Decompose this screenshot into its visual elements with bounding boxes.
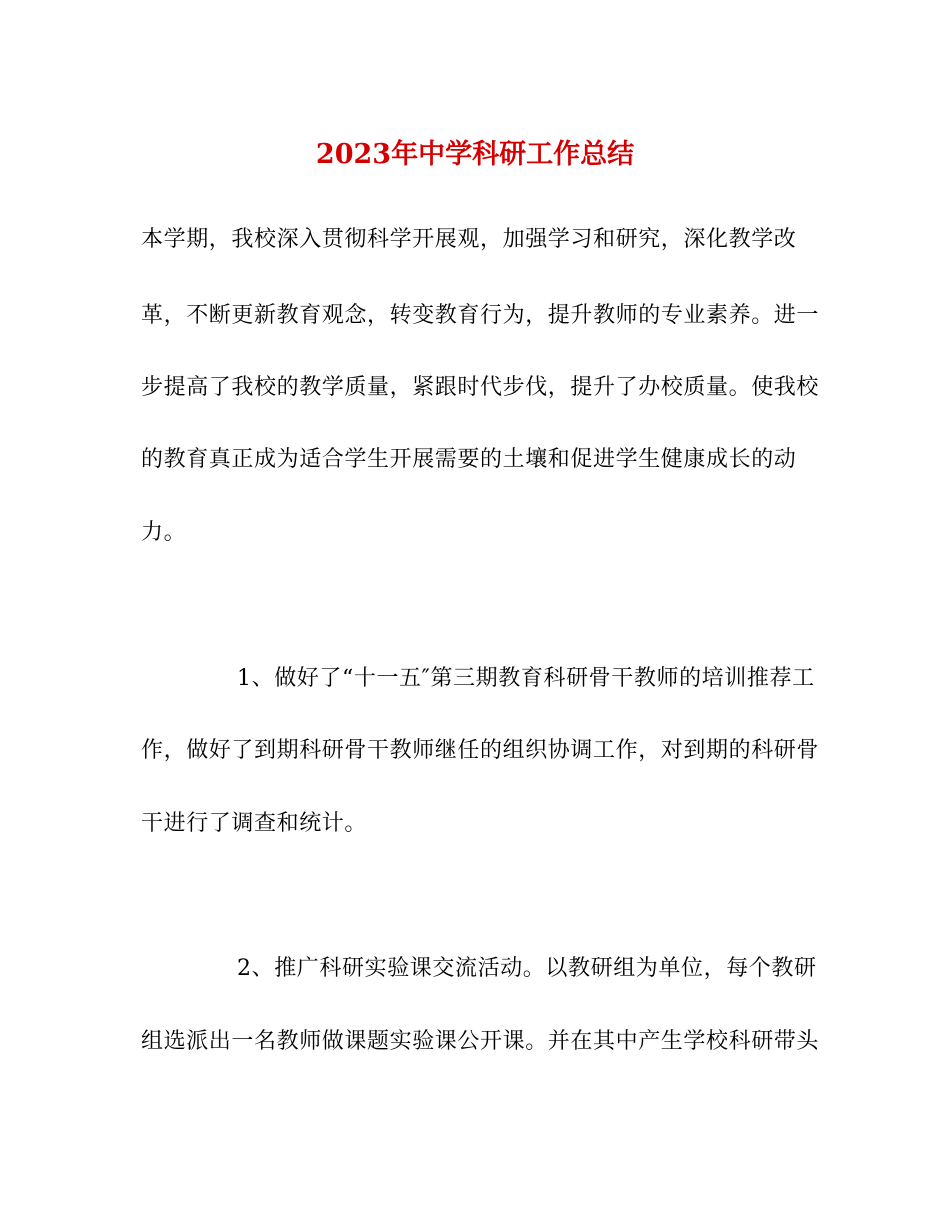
paragraph-3-line-2: 组选派出一名教师做课题实验课公开课。并在其中产生学校科研带头: [141, 1029, 820, 1054]
document-title: 2023年中学科研工作总结: [315, 139, 635, 170]
paragraph-1-line-3: 步提高了我校的教学质量，紧跟时代步伐，提升了办校质量。使我校: [141, 375, 820, 400]
paragraph-2-line-2: 作，做好了到期科研骨干教师继任的组织协调工作，对到期的科研骨: [141, 738, 820, 763]
paragraph-1-line-1: 本学期，我校深入贯彻科学开展观，加强学习和研究，深化教学改: [141, 227, 797, 252]
paragraph-3-line-1: 2、推广科研实验课交流活动。以教研组为单位，每个教研: [237, 956, 817, 981]
paragraph-2-line-1: 1、做好了“十一五″第三期教育科研骨干教师的培训推荐工: [237, 666, 815, 691]
paragraph-1-line-2: 革，不断更新教育观念，转变教育行为，提升教师的专业素养。进一: [141, 303, 820, 328]
paragraph-2-line-3: 干进行了调查和统计。: [141, 811, 368, 836]
paragraph-1-line-5: 力。: [141, 520, 187, 545]
paragraph-1-line-4: 的教育真正成为适合学生开展需要的土壤和促进学生健康成长的动: [141, 447, 797, 472]
